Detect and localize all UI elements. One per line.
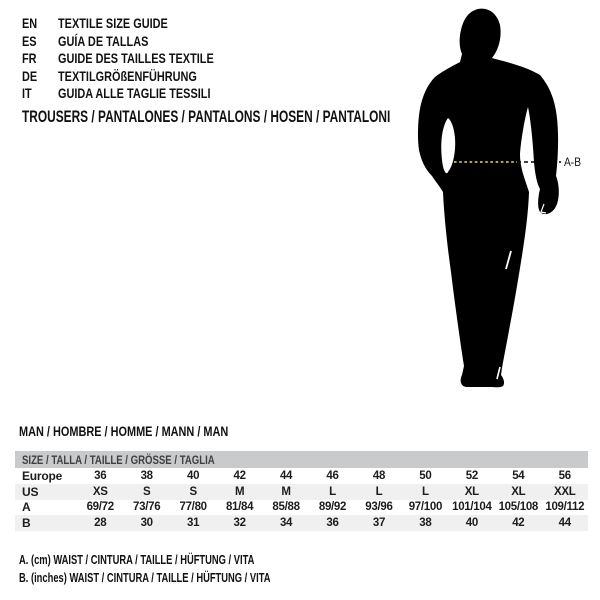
man-silhouette-figure <box>390 0 600 430</box>
size-value-cell: S <box>189 485 197 498</box>
size-value-cell: 38 <box>419 517 432 530</box>
size-value-cell: 36 <box>94 469 107 482</box>
size-value-cell: M <box>234 485 245 498</box>
size-value-cell: 37 <box>372 517 386 530</box>
size-value-cell: 85/88 <box>272 501 300 514</box>
size-value-cell: L <box>375 485 383 498</box>
size-value-cell: 42 <box>512 517 525 530</box>
size-value-cell: XXL <box>554 485 576 498</box>
size-value-cell: 69/72 <box>86 501 114 514</box>
row-label-cell: Europe <box>22 468 63 483</box>
language-code: IT <box>22 85 32 102</box>
size-value-cell: 97/100 <box>408 501 443 514</box>
table-row <box>15 484 588 500</box>
size-value-cell: 73/76 <box>133 501 161 514</box>
language-code: EN <box>22 15 38 31</box>
size-value-cell: 36 <box>326 517 339 530</box>
language-code: DE <box>22 67 38 84</box>
footnote-a: A. (cm) WAIST / CINTURA / TAILLE / HÜFTUNG / VITA <box>19 552 255 567</box>
table-header-row <box>15 451 588 468</box>
footnotes <box>19 552 368 588</box>
size-value-cell: 54 <box>512 469 525 482</box>
size-value-cell: 46 <box>326 469 339 482</box>
size-value-cell: 34 <box>279 517 293 530</box>
size-table-body <box>15 468 588 531</box>
size-value-cell: 31 <box>187 517 200 530</box>
row-label-cell: B <box>22 516 31 531</box>
man-silhouette <box>418 9 559 388</box>
table-row <box>15 468 588 484</box>
size-value-cell: 40 <box>465 517 478 530</box>
size-value-cell: 48 <box>372 469 386 482</box>
size-value-cell: 52 <box>465 469 478 482</box>
size-value-cell: 28 <box>94 517 107 530</box>
size-value-cell: L <box>422 485 429 498</box>
size-value-cell: 109/112 <box>545 501 585 514</box>
size-value-cell: XL <box>464 485 479 498</box>
size-value-cell: 81/84 <box>225 501 254 514</box>
garment-heading: TROUSERS / PANTALONES / PANTALONS / HOSEN / PANTALONI <box>22 107 391 126</box>
size-value-cell: 105/108 <box>498 501 539 514</box>
footnote-b: B. (inches) WAIST / CINTURA / TAILLE / HÜFTUNG / VITA <box>19 570 271 585</box>
size-value-cell: XL <box>511 485 526 498</box>
gender-heading: MAN / HOMBRE / HOMME / MANN / MAN <box>19 423 229 439</box>
size-value-cell: 93/96 <box>365 501 393 514</box>
size-value-cell: 30 <box>140 517 153 530</box>
size-value-cell: 56 <box>558 469 571 482</box>
size-value-cell: 44 <box>558 517 571 530</box>
size-table <box>15 451 588 531</box>
size-value-cell: 89/92 <box>318 501 347 514</box>
size-value-cell: 42 <box>233 469 246 482</box>
size-value-cell: 38 <box>140 469 153 482</box>
language-title: GUÍA DE TALLAS <box>58 32 149 49</box>
row-label-cell: US <box>22 484 39 499</box>
language-code: ES <box>22 32 37 49</box>
language-title: GUIDE DES TAILLES TEXTILE <box>58 50 214 67</box>
size-value-cell: L <box>329 485 336 498</box>
size-value-cell: XS <box>92 485 108 498</box>
size-value-cell: 50 <box>419 469 432 482</box>
language-title: GUIDA ALLE TAGLIE TESSILI <box>58 85 211 102</box>
language-title: TEXTILE SIZE GUIDE <box>58 15 168 31</box>
row-label-cell: A <box>22 500 31 515</box>
table-header-label: SIZE / TALLA / TAILLE / GRÖSSE / TAGLIA <box>22 452 215 467</box>
size-value-cell: 44 <box>279 469 293 482</box>
measure-label: A-B <box>564 157 582 169</box>
table-row <box>15 500 588 516</box>
language-title: TEXTILGRÖßENFÜHRUNG <box>58 67 197 84</box>
size-value-cell: S <box>142 485 151 498</box>
size-value-cell: 101/104 <box>452 501 492 514</box>
size-value-cell: 40 <box>187 469 200 482</box>
size-value-cell: 77/80 <box>179 501 207 514</box>
table-header-cell <box>15 451 588 468</box>
table-row <box>15 515 588 531</box>
size-value-cell: M <box>281 485 291 498</box>
language-code: FR <box>22 50 37 67</box>
size-value-cell: 32 <box>233 517 246 530</box>
